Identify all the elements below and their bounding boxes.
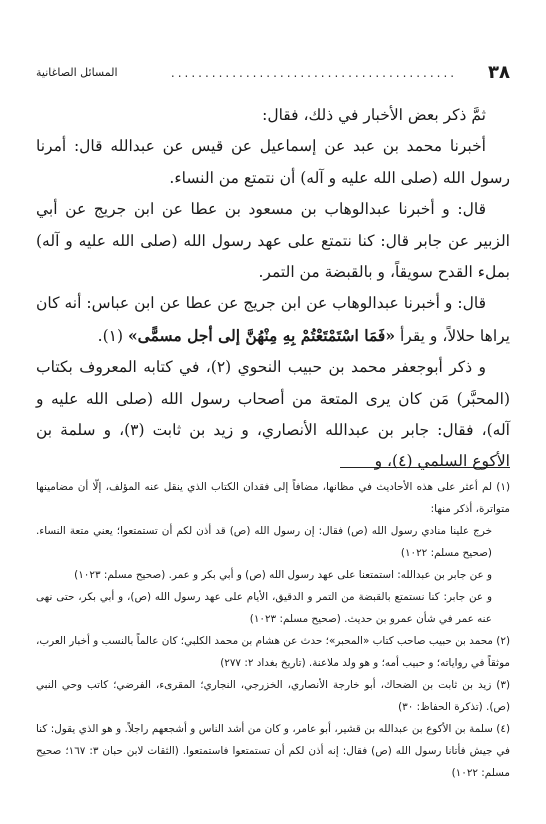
paragraph-hadith-1: أخبرنا محمد بن عبد عن إسماعيل عن قيس عن عبدالله قال: أمرنا رسول الله (صلى الله عليه و آله) أن نتمتع من النساء. <box>36 137 510 187</box>
page-header <box>36 62 510 86</box>
footnote-divider <box>340 467 510 468</box>
quran-verse: «فَمَا اسْتَمْتَعْتُمْ بِهِ مِنْهُنَّ إلى أجل مسمًّى» <box>127 325 396 345</box>
header-dot-leader: .......................................... <box>170 66 458 80</box>
footnote-ref-1: (١). <box>97 326 124 345</box>
footnote-1: (١) لم أعثر على هذه الأحاديث في مظانها، مضافاً إلى فقدان الكتاب الذي ينقل عنه المؤلف، إلّا أن مضامينها متواترة، أذكر منها: <box>36 481 510 515</box>
footnote-1-hadith-a: خرج علينا منادي رسول الله (ص) فقال: إن رسول الله (ص) قد أذن لكم أن تستمتعوا؛ يعني متعة النساء. (صحيح مسلم: ١٠٢٢) <box>36 525 492 559</box>
footnote-1-hadith-c: و عن جابر: كنا نستمتع بالقبضة من التمر و الدقيق، الأيام على عهد رسول الله (ص)، و أبي بكر، حتى نهى عنه عمر في شأن عمرو بن حديث. (صحيح مسلم: ١٠٢٣) <box>36 591 492 625</box>
running-title: المسائل الصاغانية <box>36 66 118 79</box>
page-number: ٣٨ <box>488 62 510 83</box>
hadith-3-text: قال: و أخبرنا عبدالوهاب عن ابن جريج عن عطا عن ابن عباس: أنه كان يراها حلالاً، و يقرأ <box>36 294 510 345</box>
paragraph-intro: ثمَّ ذكر بعض الأخبار في ذلك، فقال: <box>262 106 486 124</box>
footnote-4: (٤) سلمة بن الأكوع بن عبدالله بن قشير، أبو عامر، و كان من أشد الناس و أشجعهم راجلاً. و هو الذي يقول: كنا في جيش فأتانا رسول الله (ص) فقال: إنه أذن لكم أن تستمتعوا فاستمتعوا. (الثقات لابن حبان ٣: ١٦٧؛ صحيح مسلم: ١٠٢٢) <box>36 723 510 779</box>
paragraph-muhabbar: و ذكر أبوجعفر محمد بن حبيب النحوي (٢)، في كتابه المعروف بكتاب (المحبَّر) مَن كان يرى المتعة من أصحاب رسول الله (صلى الله عليه و آله)، فقال: جابر بن عبدالله الأنصاري، و زيد بن ثابت (٣)، و سلمة بن الأكوع السلمي (٤)، و <box>36 358 510 471</box>
paragraph-hadith-3 <box>36 288 510 352</box>
main-text <box>36 100 510 478</box>
footnote-2: (٢) محمد بن حبيب صاحب كتاب «المحبر»؛ حدث عن هشام بن محمد الكلبي؛ كان عالماً بالنسب و أخبار العرب، موثقاً في رواياته؛ و حبيب أمه؛ و هو ولد ملاعنة. (تاريخ بغداد ٢: ٢٧٧) <box>36 635 510 669</box>
footnote-3: (٣) زيد بن ثابت بن الضحاك، أبو خارجة الأنصاري، الخزرجي، النجاري؛ المقرىء، الفرضي؛ كاتب وحي النبي (ص). (تذكرة الحفاظ: ٣٠) <box>36 679 510 713</box>
footnote-1-hadith-b: و عن جابر بن عبدالله: استمتعنا على عهد رسول الله (ص) و أبي بكر و عمر. (صحيح مسلم: ١٠٢٣) <box>74 569 492 581</box>
footnotes <box>36 476 510 784</box>
paragraph-hadith-2: قال: و أخبرنا عبدالوهاب بن مسعود بن عطا عن ابن جريج عن أبي الزبير عن جابر قال: كنا نتمتع على عهد رسول الله (صلى الله عليه و آله) بملء القدح سويقاً، و بالقبضة من التمر. <box>36 200 510 282</box>
